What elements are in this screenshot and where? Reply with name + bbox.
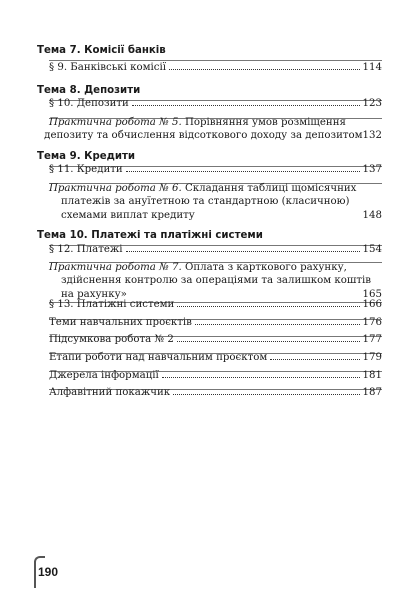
entry-page: 154 bbox=[362, 244, 382, 255]
leader-dots bbox=[126, 251, 360, 252]
entry-page: 187 bbox=[362, 387, 382, 398]
toc-entry-practical[interactable] bbox=[49, 261, 382, 301]
toc-entry[interactable] bbox=[49, 387, 382, 398]
divider bbox=[49, 60, 382, 61]
entry-page: 166 bbox=[362, 299, 382, 310]
entry-title: схемами виплат кредиту bbox=[61, 209, 195, 221]
toc-entry[interactable] bbox=[49, 370, 382, 381]
entry-title: § 12. Платежі bbox=[49, 244, 123, 255]
leader-dots bbox=[173, 394, 359, 395]
entry-title: Етапи роботи над навчальним проєктом bbox=[49, 352, 268, 363]
entry-page: 132 bbox=[362, 130, 382, 142]
entry-title: на рахунку» bbox=[61, 288, 127, 300]
entry-title: Порівняння умов розміщення bbox=[184, 117, 346, 128]
entry-title: Підсумкова робота № 2 bbox=[49, 334, 174, 345]
leader-dots bbox=[169, 69, 360, 70]
entry-page: 137 bbox=[362, 164, 382, 175]
page-number: 190 bbox=[38, 565, 59, 579]
practical-label: Практична робота № 7. bbox=[49, 262, 182, 273]
leader-dots bbox=[177, 306, 359, 307]
entry-page: 176 bbox=[362, 317, 382, 328]
entry-page: 114 bbox=[362, 62, 382, 73]
practical-label: Практична робота № 5. bbox=[49, 117, 182, 128]
entry-title: § 10. Депозити bbox=[49, 98, 129, 109]
toc-entry[interactable] bbox=[49, 164, 382, 175]
toc-entry[interactable] bbox=[49, 244, 382, 255]
toc-entry-practical[interactable] bbox=[44, 116, 382, 143]
leader-dots bbox=[126, 171, 360, 172]
entry-title: § 11. Кредити bbox=[49, 164, 123, 175]
toc-entry[interactable] bbox=[49, 317, 382, 328]
leader-dots bbox=[132, 105, 360, 106]
entry-page: 181 bbox=[362, 370, 382, 381]
entry-page: 123 bbox=[362, 98, 382, 109]
entry-title: Складання таблиці щомісячних bbox=[184, 183, 357, 194]
entry-title: здійснення контролю за операціями та залишком коштів bbox=[61, 275, 371, 287]
entry-title: Теми навчальних проєктів bbox=[49, 317, 192, 328]
topic-heading: Тема 7. Комісії банків bbox=[37, 45, 166, 56]
entry-page: 177 bbox=[362, 334, 382, 345]
entry-page: 148 bbox=[362, 209, 382, 221]
entry-title: депозиту та обчислення відсоткового доходу за депозитом bbox=[44, 130, 363, 142]
toc-entry[interactable] bbox=[49, 98, 382, 109]
entry-title: Оплата з карткового рахунку, bbox=[184, 262, 347, 273]
leader-dots bbox=[270, 359, 359, 360]
entry-title: Джерела інформації bbox=[49, 370, 159, 381]
leader-dots bbox=[195, 324, 360, 325]
topic-heading: Тема 9. Кредити bbox=[37, 151, 136, 162]
toc-entry[interactable] bbox=[49, 334, 382, 345]
topic-heading: Тема 8. Депозити bbox=[37, 85, 141, 96]
toc-entry[interactable] bbox=[49, 352, 382, 363]
toc-entry[interactable] bbox=[49, 62, 382, 73]
practical-label: Практична робота № 6. bbox=[49, 183, 182, 194]
entry-title: Алфавітний покажчик bbox=[49, 387, 171, 398]
toc-entry[interactable] bbox=[49, 299, 382, 310]
leader-dots bbox=[177, 341, 360, 342]
entry-page: 165 bbox=[362, 288, 382, 300]
entry-page: 179 bbox=[362, 352, 382, 363]
leader-dots bbox=[162, 377, 360, 378]
entry-title: § 9. Банківські комісії bbox=[49, 62, 167, 73]
entry-title: § 13. Платіжні системи bbox=[49, 299, 175, 310]
entry-title: платежів за ануїтетною та стандартною (класичною) bbox=[61, 196, 350, 208]
topic-heading: Тема 10. Платежі та платіжні системи bbox=[37, 230, 263, 241]
toc-entry-practical[interactable] bbox=[49, 182, 382, 222]
